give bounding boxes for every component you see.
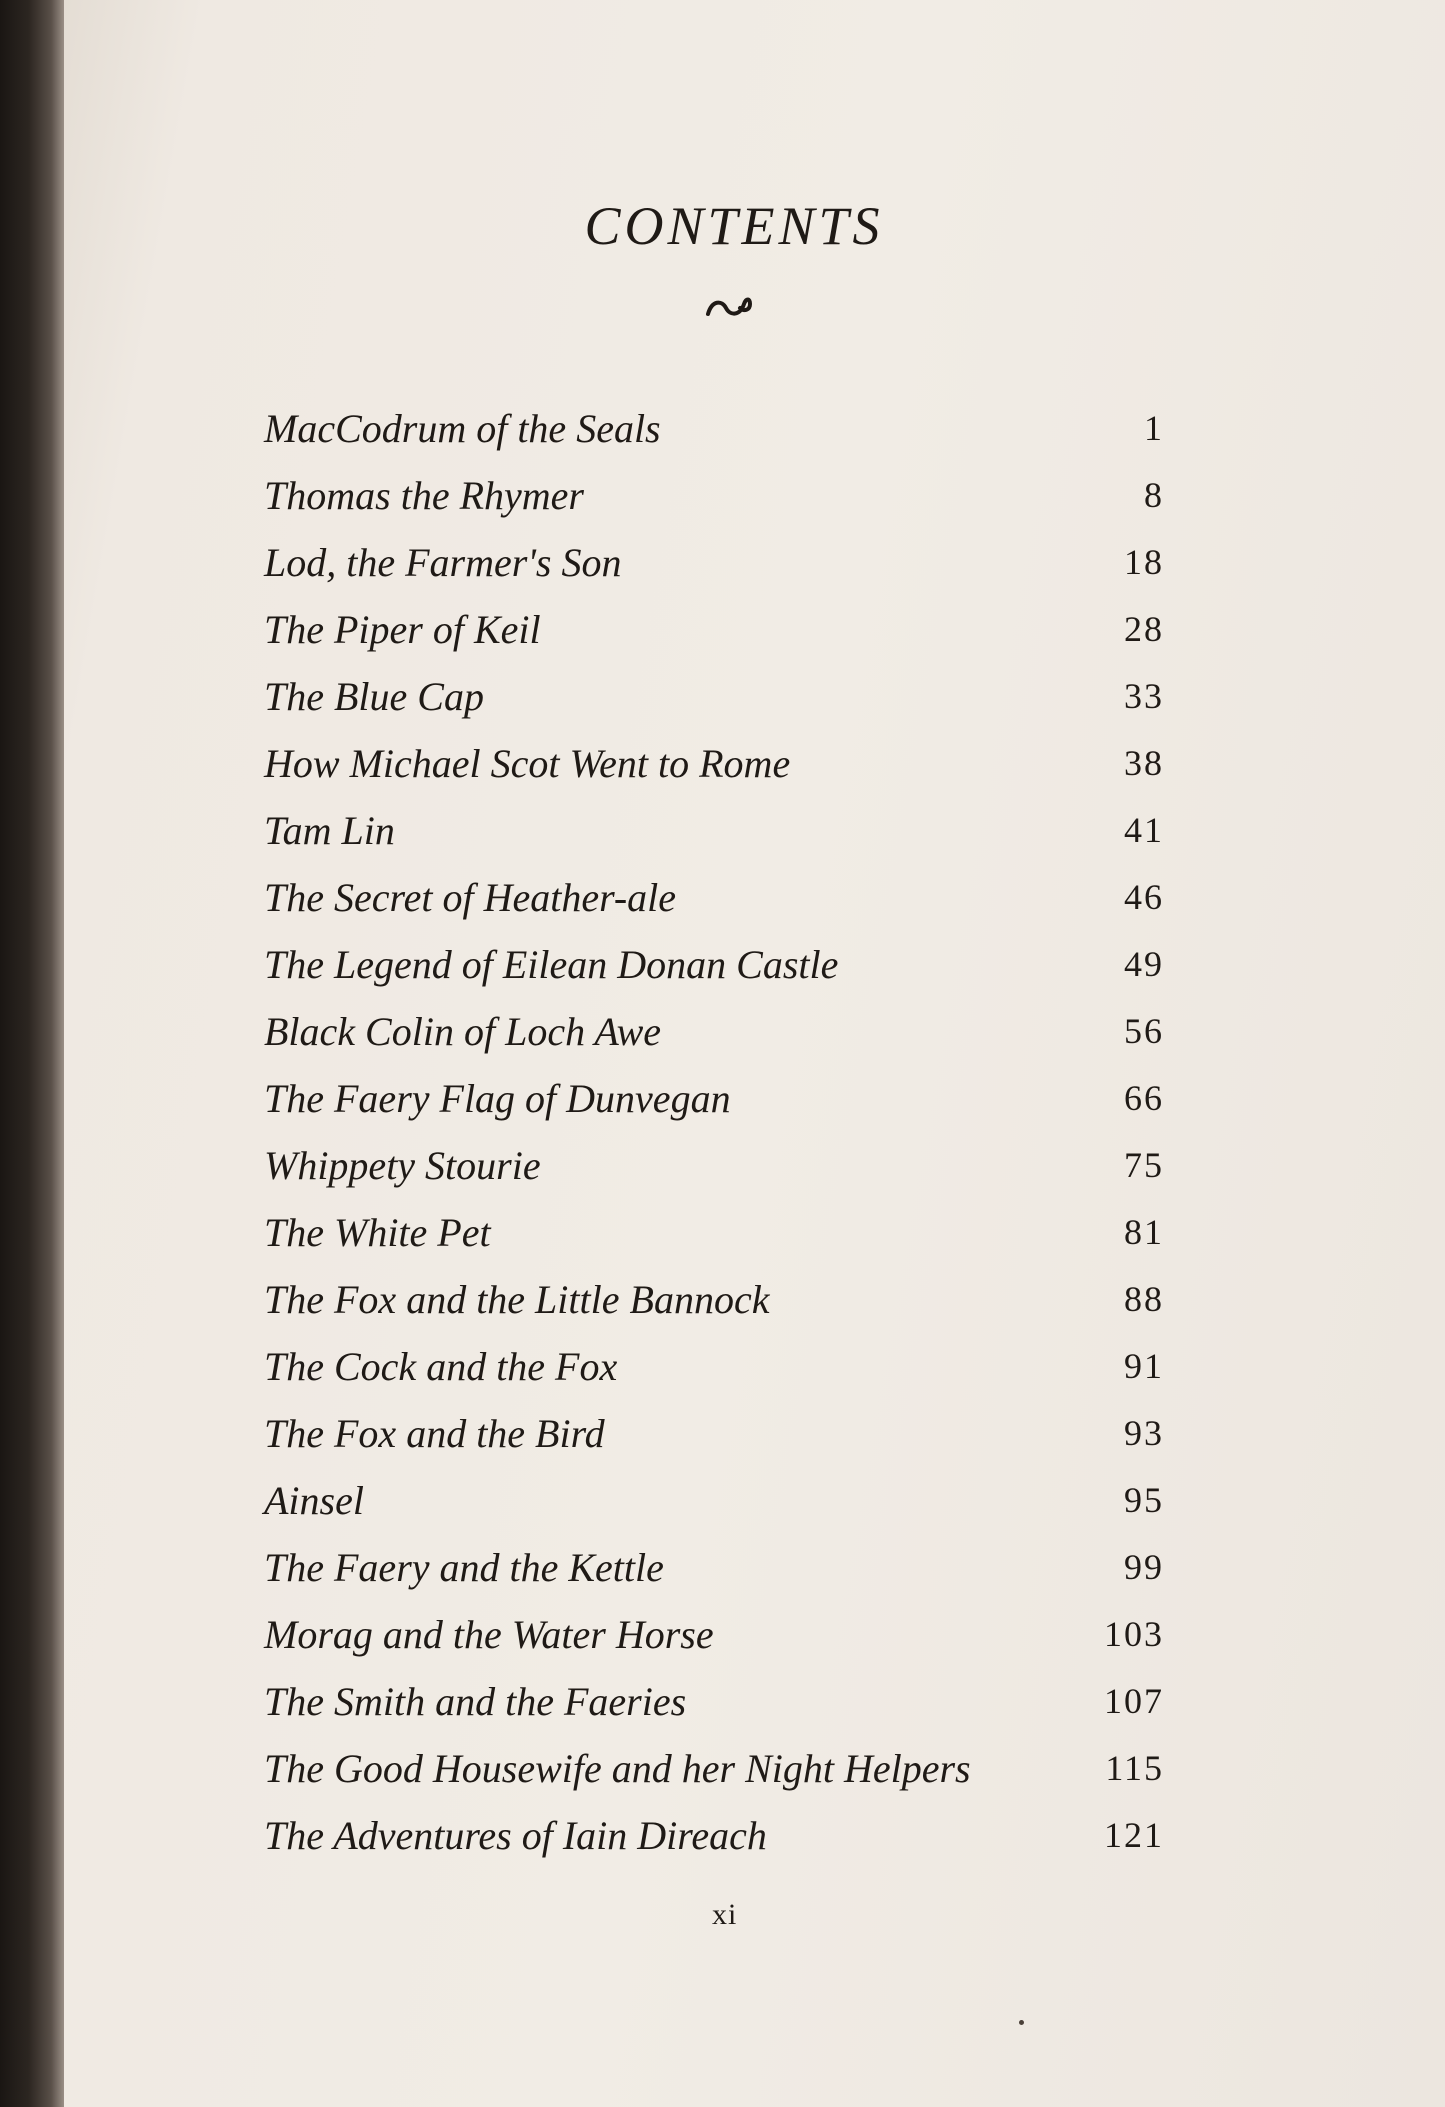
toc-entry-page-number: 99	[1124, 1547, 1164, 1587]
table-of-contents	[264, 405, 1164, 1879]
toc-entry-page-number: 66	[1124, 1078, 1164, 1118]
paper-speck	[1019, 2020, 1024, 2025]
toc-entry-page-number: 1	[1144, 408, 1164, 448]
toc-entry-title: The Good Housewife and her Night Helpers	[264, 1746, 971, 1791]
toc-entry-page-number: 56	[1124, 1011, 1164, 1051]
toc-entry	[264, 1410, 1164, 1477]
toc-entry	[264, 1745, 1164, 1812]
toc-entry-page-number: 38	[1124, 743, 1164, 783]
toc-entry	[264, 539, 1164, 606]
toc-entry-title: Black Colin of Loch Awe	[264, 1009, 662, 1054]
toc-entry	[264, 941, 1164, 1008]
toc-entry	[264, 1812, 1164, 1879]
toc-entry	[264, 1276, 1164, 1343]
toc-entry	[264, 472, 1164, 539]
toc-entry-page-number: 75	[1124, 1145, 1164, 1185]
toc-entry	[264, 673, 1164, 740]
toc-entry-page-number: 8	[1144, 475, 1164, 515]
toc-entry	[264, 1611, 1164, 1678]
toc-entry	[264, 740, 1164, 807]
toc-entry-title: Lod, the Farmer's Son	[264, 540, 622, 585]
toc-entry-title: How Michael Scot Went to Rome	[264, 741, 791, 786]
toc-entry-page-number: 107	[1104, 1681, 1164, 1721]
toc-entry	[264, 1008, 1164, 1075]
book-spine-shadow	[0, 0, 64, 2107]
toc-entry-title: The Smith and the Faeries	[264, 1679, 687, 1724]
toc-entry-title: The Faery Flag of Dunvegan	[264, 1076, 731, 1121]
toc-entry-title: Whippety Stourie	[264, 1143, 541, 1188]
toc-entry	[264, 606, 1164, 673]
toc-entry-title: Morag and the Water Horse	[264, 1612, 714, 1657]
toc-entry-page-number: 103	[1104, 1614, 1164, 1654]
toc-entry-title: The Secret of Heather-ale	[264, 875, 677, 920]
toc-entry-page-number: 28	[1124, 609, 1164, 649]
toc-entry-title: Tam Lin	[264, 808, 395, 853]
toc-entry	[264, 1343, 1164, 1410]
contents-page	[64, 0, 1445, 2107]
toc-entry-title: The Fox and the Bird	[264, 1411, 605, 1456]
toc-entry-title: The Legend of Eilean Donan Castle	[264, 942, 839, 987]
page-heading: CONTENTS	[584, 196, 884, 256]
toc-entry-page-number: 121	[1104, 1815, 1164, 1855]
toc-entry-page-number: 46	[1124, 877, 1164, 917]
page-number-folio: xi	[712, 1898, 738, 1931]
toc-entry-page-number: 95	[1124, 1480, 1164, 1520]
toc-entry-page-number: 88	[1124, 1279, 1164, 1319]
toc-entry	[264, 1477, 1164, 1544]
toc-entry-page-number: 41	[1124, 810, 1164, 850]
toc-entry-page-number: 115	[1105, 1748, 1164, 1788]
toc-entry-title: The Fox and the Little Bannock	[264, 1277, 770, 1322]
toc-entry-title: Thomas the Rhymer	[264, 473, 584, 518]
toc-entry-title: The Blue Cap	[264, 674, 484, 719]
toc-entry-title: The Adventures of Iain Direach	[264, 1813, 767, 1858]
toc-entry-page-number: 49	[1124, 944, 1164, 984]
toc-entry	[264, 1209, 1164, 1276]
toc-entry-page-number: 33	[1124, 676, 1164, 716]
ornament-flourish-icon	[704, 292, 754, 322]
toc-entry-page-number: 81	[1124, 1212, 1164, 1252]
toc-entry	[264, 1678, 1164, 1745]
toc-entry-title: MacCodrum of the Seals	[264, 406, 661, 451]
toc-entry-title: The White Pet	[264, 1210, 491, 1255]
toc-entry	[264, 1544, 1164, 1611]
toc-entry	[264, 405, 1164, 472]
toc-entry	[264, 807, 1164, 874]
toc-entry	[264, 1075, 1164, 1142]
toc-entry-title: The Piper of Keil	[264, 607, 541, 652]
toc-entry-page-number: 93	[1124, 1413, 1164, 1453]
toc-entry-page-number: 91	[1124, 1346, 1164, 1386]
toc-entry	[264, 874, 1164, 941]
toc-entry-page-number: 18	[1124, 542, 1164, 582]
toc-entry	[264, 1142, 1164, 1209]
toc-entry-title: The Faery and the Kettle	[264, 1545, 664, 1590]
toc-entry-title: The Cock and the Fox	[264, 1344, 618, 1389]
toc-entry-title: Ainsel	[264, 1478, 364, 1523]
